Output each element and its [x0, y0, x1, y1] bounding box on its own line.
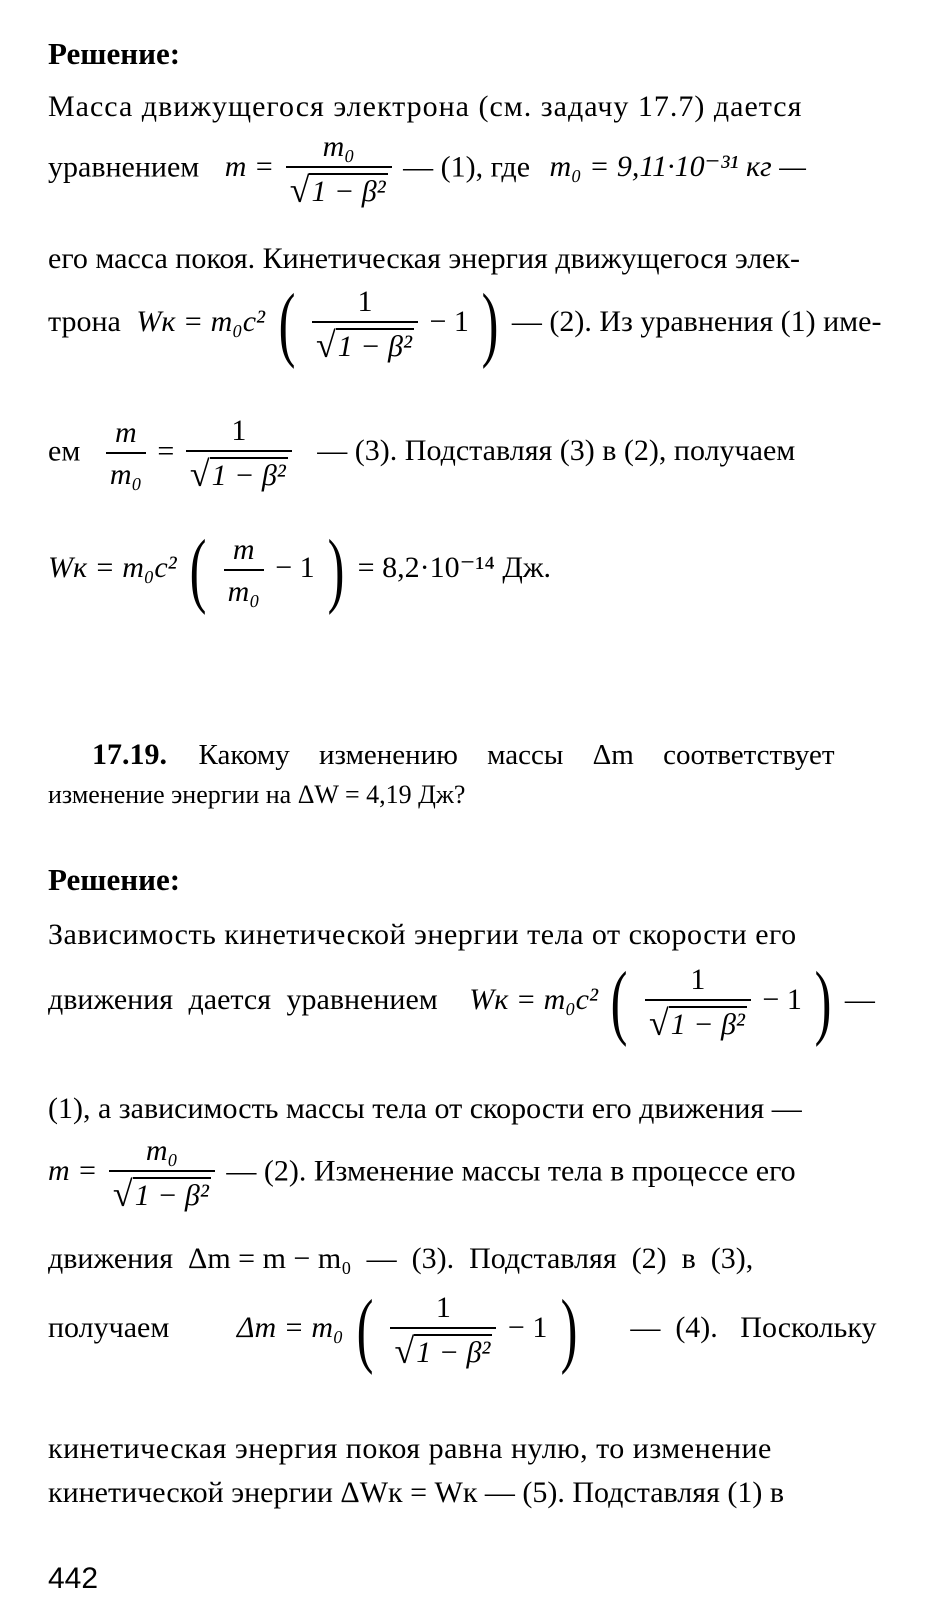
- formula-lhs: Wк = m₀c²: [48, 550, 177, 584]
- fraction: m₀ √ 1 − β²: [109, 1134, 215, 1213]
- text-fragment: — (2). Из уравнения (1) име-: [511, 304, 882, 338]
- fraction-denominator: m₀: [106, 452, 146, 491]
- text-fragment: получаем: [48, 1310, 170, 1344]
- equation-line: Wк = m₀c² ( $\frac{m}{\text{m₀}}$ − 1 ) = 8,2·10⁻¹⁴ Дж.: [48, 523, 552, 616]
- text-fragment: трона: [48, 304, 121, 338]
- fraction-denominator: 1 − β²: [670, 1007, 745, 1041]
- text-fragment: —: [844, 982, 875, 1016]
- text-fragment: − 1: [275, 550, 315, 584]
- formula-rest-mass: m₀ = 9,11·10⁻³¹ кг —: [549, 150, 806, 184]
- fraction: [106, 416, 146, 491]
- paragraph-line: его масса покоя. Кинетическая энергия движущегося элек-: [48, 242, 801, 275]
- formula-lhs: m =: [48, 1154, 98, 1188]
- fraction: 1 √ 1 − β²: [312, 285, 418, 364]
- paragraph-line: движения Δm = m − m₀ — (3). Подставляя (2) в (3),: [48, 1242, 754, 1275]
- text-fragment: уравнением: [48, 150, 200, 184]
- fraction: 1 √ 1 − β²: [645, 963, 751, 1042]
- text-fragment: − 1: [429, 304, 469, 338]
- equation-line: [48, 130, 942, 209]
- fraction-numerator: m₀: [145, 1134, 178, 1167]
- problem-text: изменение энергии на ΔW = 4,19 Дж?: [48, 780, 466, 809]
- formula-lhs: Wк = m₀c²: [469, 982, 598, 1016]
- result-value: = 8,2·10⁻¹⁴ Дж.: [357, 550, 552, 584]
- equation-line: [48, 1134, 942, 1213]
- fraction-numerator: 1: [231, 414, 247, 447]
- fraction-numerator: m₀: [322, 130, 355, 163]
- equation-line: трона Wк = m₀c² ( 1 √ 1 − β² − 1 ) — (2). Из уравнения (1) име-: [48, 277, 882, 370]
- text-fragment: − 1: [507, 1310, 548, 1344]
- fraction-numerator: m: [232, 532, 255, 566]
- text-fragment: — (3). Подставляя (3) в (2), получаем: [317, 434, 796, 468]
- fraction-numerator: 1: [357, 284, 373, 318]
- formula-lhs: m =: [224, 150, 275, 184]
- fraction-numerator: m: [115, 416, 137, 449]
- text-fragment: − 1: [762, 982, 802, 1016]
- fraction: m₀ √ 1 − β²: [286, 130, 392, 209]
- fraction-denominator: 1 − β²: [134, 1179, 209, 1212]
- text-fragment: — (4). Поскольку: [630, 1310, 877, 1344]
- fraction-numerator: 1: [435, 1290, 451, 1324]
- text-fragment: — (1), где: [403, 150, 531, 184]
- formula-lhs: Δm = m₀: [236, 1310, 344, 1344]
- text-fragment: движения дается уравнением: [48, 982, 438, 1016]
- equation-line: движения дается уравнением Wк = m₀c² ( 1 √ 1 − β² − 1 ) —: [48, 955, 875, 1048]
- formula-lhs: Wк = m₀c²: [136, 304, 266, 338]
- fraction: [224, 533, 264, 608]
- text-fragment: ем: [48, 434, 81, 468]
- text-fragment: — (2). Изменение массы тела в процессе его: [226, 1154, 796, 1188]
- solution-heading: Решение:: [48, 36, 181, 71]
- paragraph-line: Зависимость кинетической энергии тела от скорости его: [48, 918, 797, 951]
- text-fragment: =: [157, 434, 175, 468]
- fraction-denominator: 1 − β²: [416, 1335, 491, 1369]
- fraction-denominator: m₀: [224, 569, 264, 608]
- fraction-denominator: 1 − β²: [311, 175, 386, 208]
- fraction-numerator: 1: [690, 962, 706, 996]
- paragraph-line: кинетической энергии ΔWк = Wк — (5). Подставляя (1) в: [48, 1476, 785, 1509]
- problem-number: 17.19.: [92, 738, 167, 771]
- fraction: 1 √ 1 − β²: [186, 414, 292, 493]
- fraction: 1 √ 1 − β²: [390, 1291, 496, 1370]
- equation-line: [48, 414, 942, 493]
- paragraph-line: (1), а зависимость массы тела от скорости его движения —: [48, 1092, 802, 1125]
- fraction-denominator: 1 − β²: [337, 329, 412, 363]
- problem-text: Какому изменению массы Δm соответствует: [198, 739, 835, 771]
- page-number: 442: [48, 1562, 99, 1595]
- problem-statement: [92, 740, 942, 770]
- paragraph-line: Масса движущегося электрона (см. задачу 17.7) дается: [48, 90, 803, 123]
- fraction-denominator: 1 − β²: [211, 459, 286, 492]
- solution-heading: Решение:: [48, 862, 181, 897]
- equation-line: получаем Δm = m₀ ( 1 √ 1 − β² − 1 ) — (4). Поскольку: [48, 1283, 877, 1376]
- paragraph-line: кинетическая энергия покоя равна нулю, то изменение: [48, 1432, 772, 1465]
